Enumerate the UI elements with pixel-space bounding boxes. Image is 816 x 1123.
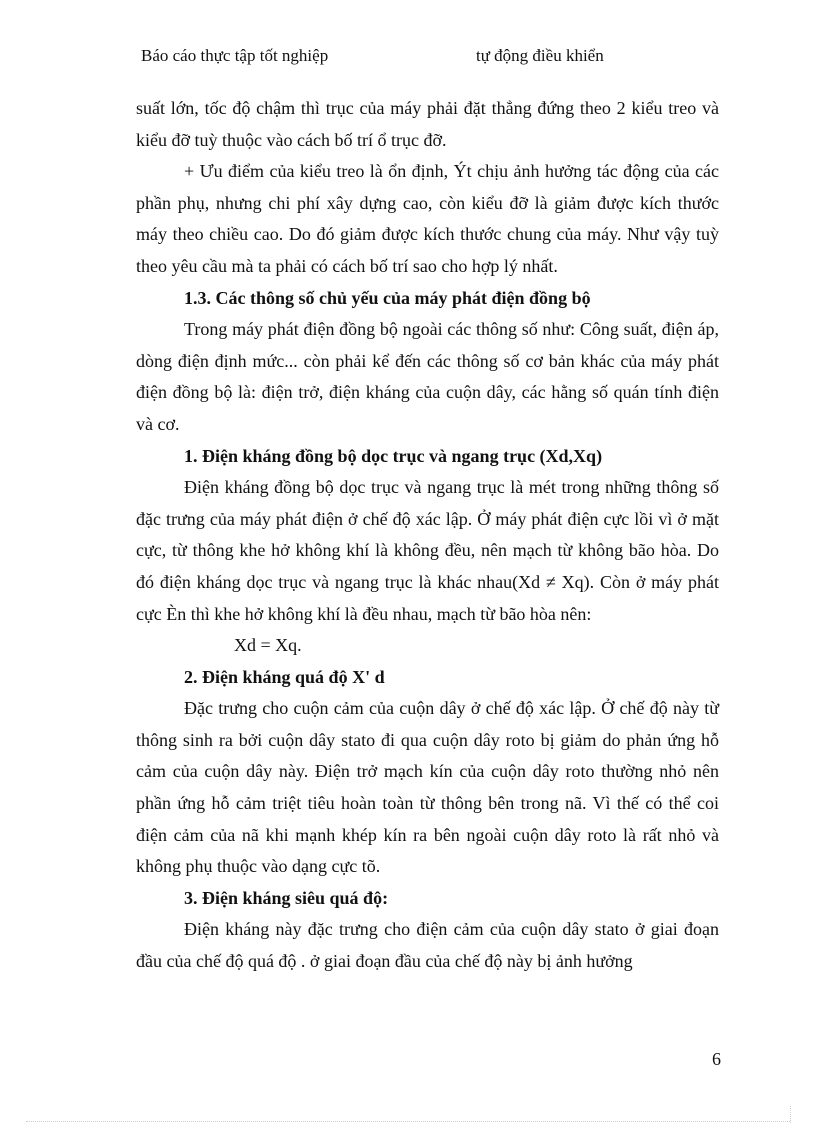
body-paragraph: + Ưu điểm của kiểu treo là ổn định, Ýt chịu ảnh hưởng tác động của các phần phụ, nhưng chi phí xây dựng cao, còn kiểu đỡ là giảm được kích thước máy theo chiều cao. Do đó giảm được kích thước chung của máy. Như vậy tuỳ theo yêu cầu mà ta phải có cách bố trí sao cho hợp lý nhất. xyxy=(136,161,719,276)
footer-divider xyxy=(26,1121,790,1122)
section-heading: 1.3. Các thông số chủ yếu của máy phát điện đồng bộ xyxy=(184,287,591,308)
page-number: 6 xyxy=(712,1049,721,1069)
subsection-heading: 2. Điện kháng quá độ X' d xyxy=(184,666,385,687)
body-paragraph: Trong máy phát điện đồng bộ ngoài các thông số như: Công suất, điện áp, dòng điện định mức... còn phải kể đến các thông số cơ bản khác của máy phát điện đồng bộ là: điện trở, điện kháng của cuộn dây, các hằng số quán tính điện và cơ. xyxy=(136,319,719,434)
subsection-heading: 3. Điện kháng siêu quá độ: xyxy=(184,887,389,908)
body-paragraph: Đặc trưng cho cuộn cảm của cuộn dây ở chế độ xác lập. Ở chế độ này từ thông sinh ra bởi cuộn dây stato đi qua cuộn dây roto bị giảm do phản ứng hỗ cảm của cuộn dây này. Điện trở mạch kín của cuộn dây roto thường nhỏ nên phần ứng hỗ cảm triệt tiêu hoàn toàn từ thông bên trong nã. Vì thế có thể coi điện cảm của nã khi mạnh khép kín ra bên ngoài cuộn dây roto là rất nhỏ và không phụ thuộc vào dạng cực tõ. xyxy=(136,698,719,877)
corner-divider xyxy=(790,1106,791,1123)
body-paragraph: Điện kháng này đặc trưng cho điện cảm của cuộn dây stato ở giai đoạn đầu của chế độ quá độ . ở giai đoạn đầu của chế độ này bị ảnh hưởng xyxy=(136,919,719,972)
subsection-heading: 1. Điện kháng đồng bộ dọc trục và ngang trục (Xd,Xq) xyxy=(184,445,603,466)
header-left-title: Báo cáo thực tập tốt nghiệp xyxy=(141,46,329,65)
document-body xyxy=(136,93,719,978)
body-paragraph: Điện kháng đồng bộ dọc trục và ngang trục là mét trong những thông số đặc trưng của máy phát điện ở chế độ xác lập. Ở máy phát điện cực lồi vì ở mặt cực, từ thông khe hở không khí là không đều, nên mạch từ không bão hòa. Do đó điện kháng dọc trục và ngang trục là khác nhau(Xd ≠ Xq). Còn ở máy phát cực Èn thì khe hở không khí là đều nhau, mạch từ bão hòa nên: xyxy=(136,477,719,624)
header-right-title: tự động điều khiển xyxy=(476,46,604,65)
page-header xyxy=(0,46,816,70)
formula: Xd = Xq. xyxy=(234,635,302,656)
body-paragraph: suất lớn, tốc độ chậm thì trục của máy phải đặt thẳng đứng theo 2 kiểu treo và kiểu đỡ tuỳ thuộc vào cách bố trí ổ trục đỡ. xyxy=(136,98,719,150)
